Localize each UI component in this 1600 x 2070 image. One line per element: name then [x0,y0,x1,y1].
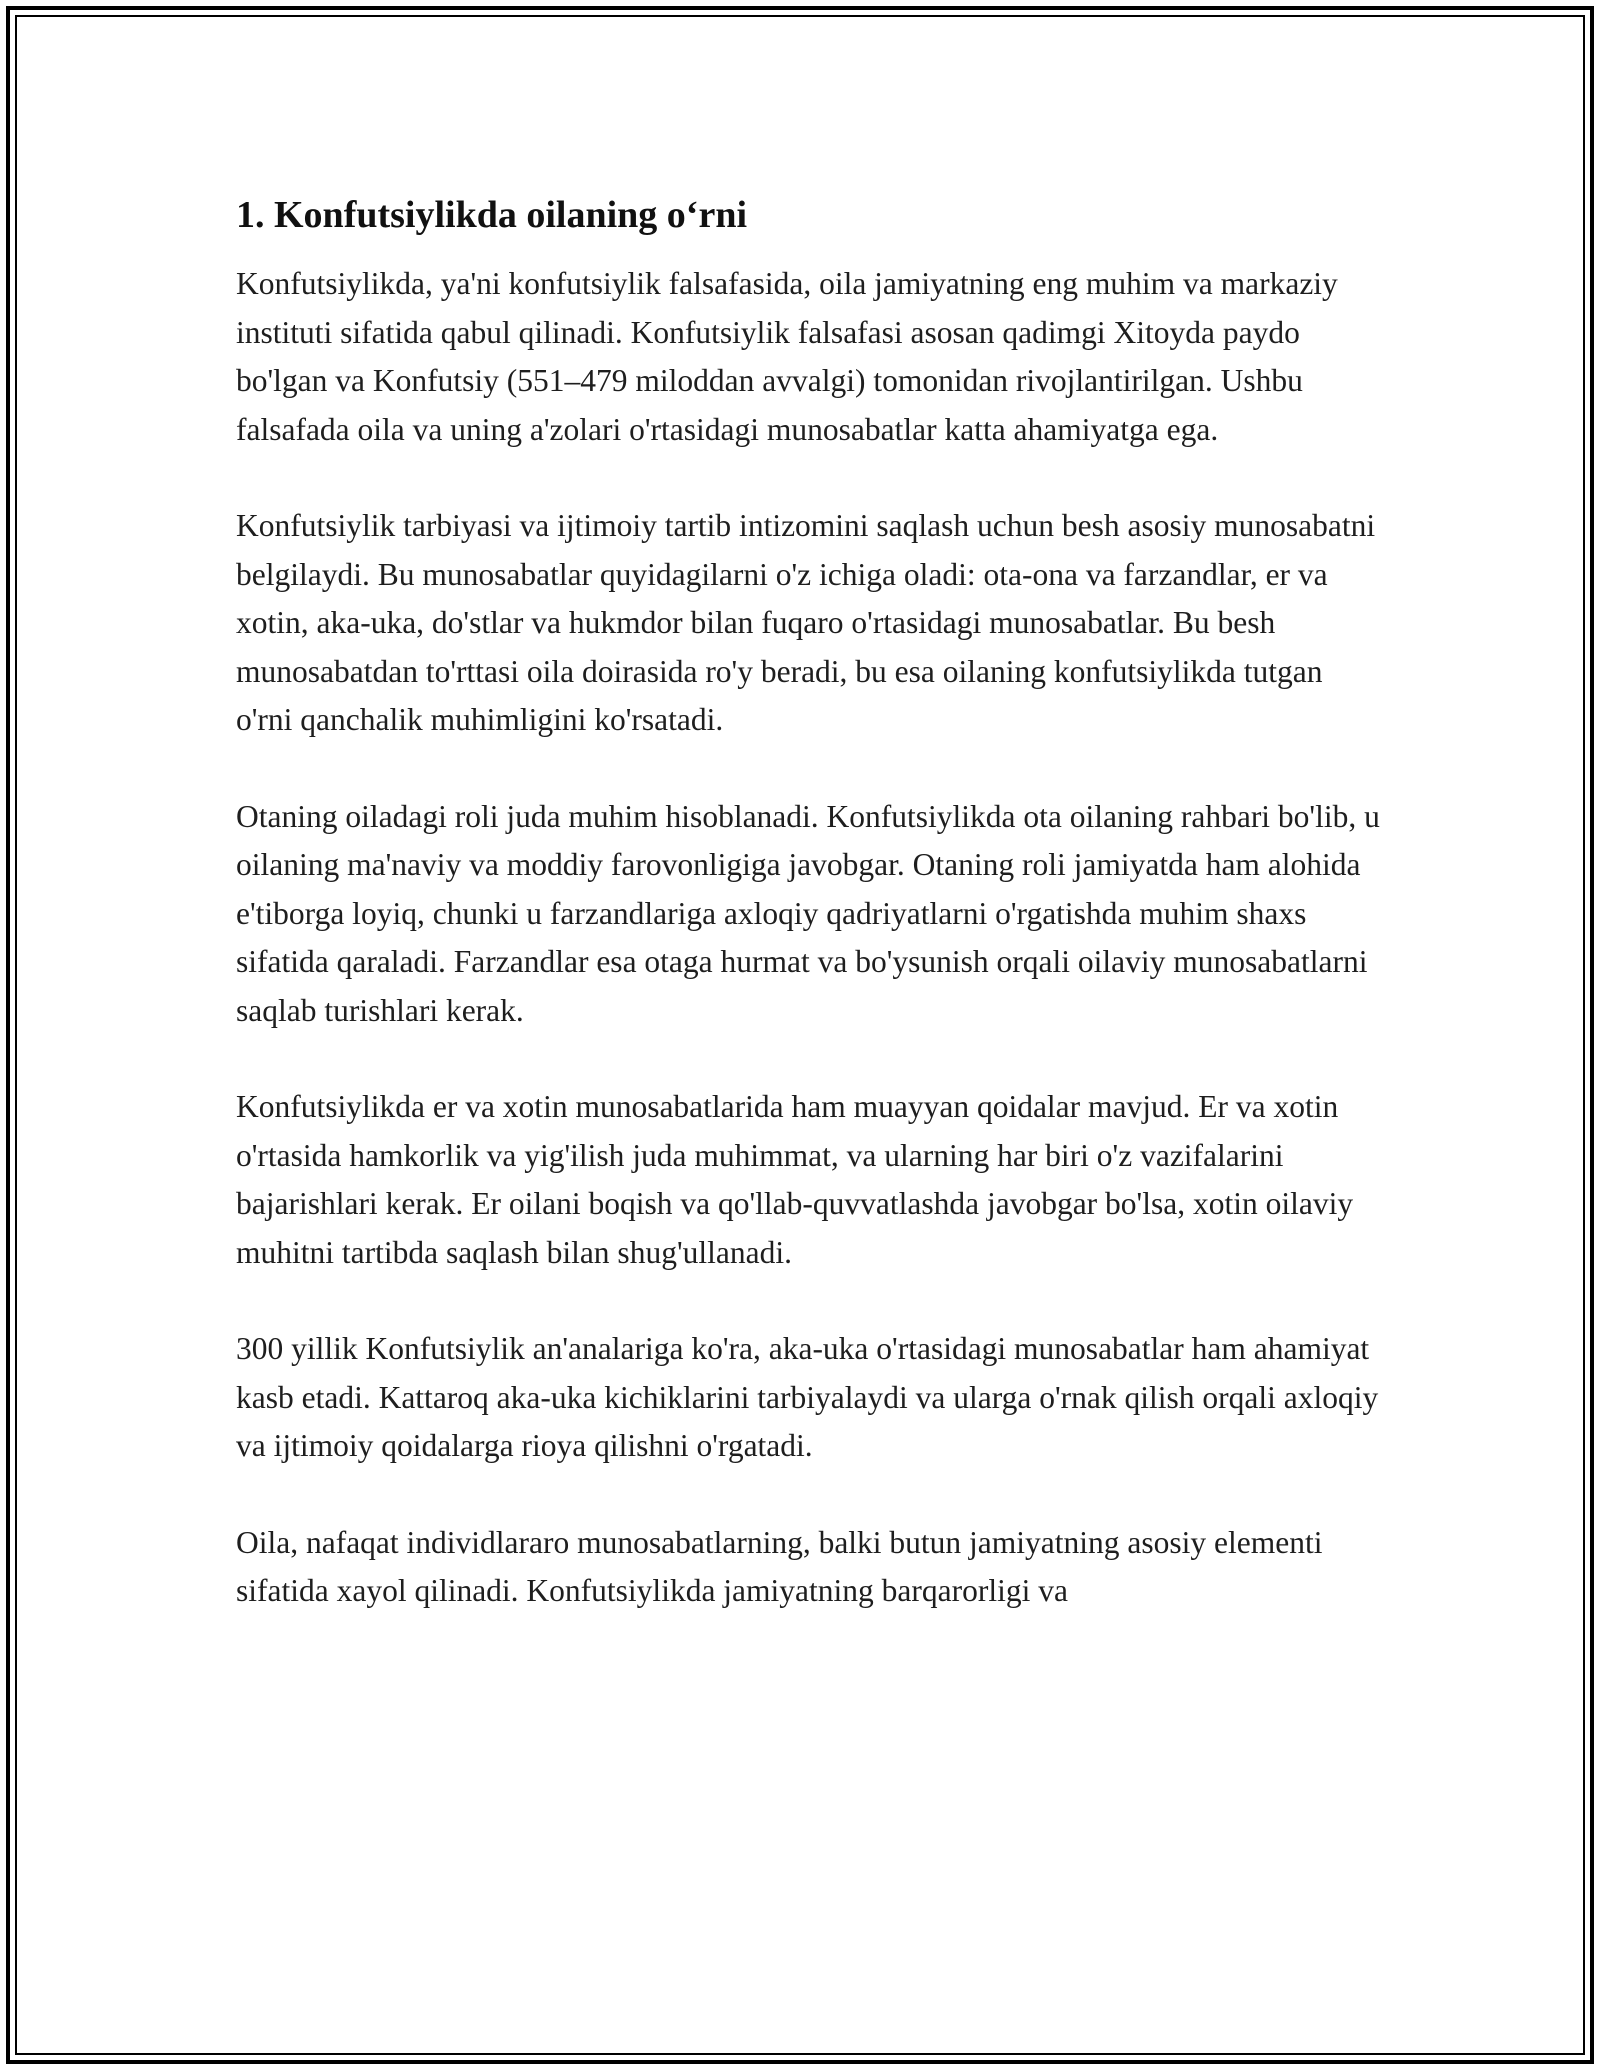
paragraph-5: 300 yillik Konfutsiylik an'analariga ko'ra, aka-uka o'rtasidagi munosabatlar ham ahamiyat kasb etadi. Kattaroq aka-uka kichiklarini tarbiyalaydi va ularga o'rnak qilish orqali axloqiy va ijtimoiy qoidalarga rioya qilishni o'rgatadi. [236,1331,1379,1463]
paragraph-1: Konfutsiylikda, ya'ni konfutsiylik falsafasida, oila jamiyatning eng muhim va markaziy instituti sifatida qabul qilinadi. Konfutsiylik falsafasi asosan qadimgi Xitoyda paydo bo'lgan va Konfutsiy (551–479 miloddan avvalgi) tomonidan rivojlantirilgan. Ushbu falsafada oila va uning a'zolari o'rtasidagi munosabatlar katta ahamiyatga ega. [236,266,1338,447]
section-heading: 1. Konfutsiylikda oilaning o‘rni [236,194,748,236]
paragraph-list [236,260,1381,1616]
document-body [236,188,1381,1616]
paragraph-2: Konfutsiylik tarbiyasi va ijtimoiy tartib intizomini saqlash uchun besh asosiy munosabatni belgilaydi. Bu munosabatlar quyidagilarni o'z ichiga oladi: ota-ona va farzandlar, er va xotin, aka-uka, do'stlar va hukmdor bilan fuqaro o'rtasidagi munosabatlar. Bu besh munosabatdan to'rttasi oila doirasida ro'y beradi, bu esa oilaning konfutsiylikda tutgan o'rni qanchalik muhimligini ko'rsatadi. [236,508,1376,737]
paragraph-6: Oila, nafaqat individlararo munosabatlarning, balki butun jamiyatning asosiy elementi sifatida xayol qilinadi. Konfutsiylikda jamiyatning barqarorligi va [236,1524,1323,1608]
paragraph-4: Konfutsiylikda er va xotin munosabatlarida ham muayyan qoidalar mavjud. Er va xotin o'rtasida hamkorlik va yig'ilish juda muhimmat, va ularning har biri o'z vazifalarini bajarishlari kerak. Er oilani boqish va qo'llab-quvvatlashda javobgar bo'lsa, xotin oilaviy muhitni tartibda saqlash bilan shug'ullanadi. [236,1089,1354,1270]
paragraph-3: Otaning oiladagi roli juda muhim hisoblanadi. Konfutsiylikda ota oilaning rahbari bo'lib, u oilaning ma'naviy va moddiy farovonligiga javobgar. Otaning roli jamiyatda ham alohida e'tiborga loyiq, chunki u farzandlariga axloqiy qadriyatlarni o'rgatishda muhim shaxs sifatida qaraladi. Farzandlar esa otaga hurmat va bo'ysunish orqali oilaviy munosabatlarni saqlab turishlari kerak. [236,798,1380,1028]
